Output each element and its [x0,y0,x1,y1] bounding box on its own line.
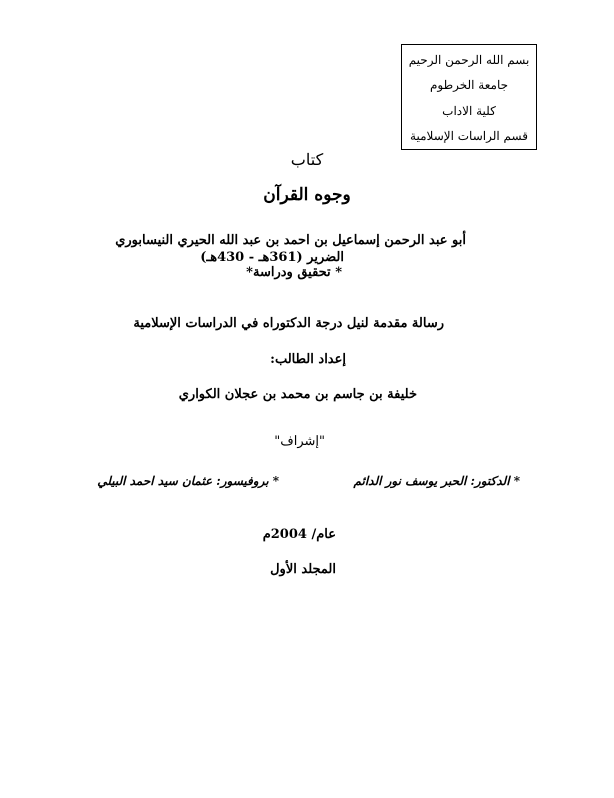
basmala: بسم الله الرحمن الرحيم [408,53,530,67]
supervisor-2: * بروفيسور: عثمان سيد احمد البيلي [97,474,279,488]
supervision-label: "إشراف" [274,434,325,449]
thesis-statement: رسالة مقدمة لنيل درجة الدكتوراه في الدراسات الإسلامية [133,316,444,331]
department-name: قسم الراسات الإسلامية [410,129,528,143]
author-line-2: الضرير (361هـ - 430هـ) [200,250,344,265]
header-box [401,44,537,150]
book-label: كتاب [290,150,324,169]
author-line-3: * تحقيق ودراسة* [246,265,342,280]
university-name: جامعة الخرطوم [429,78,509,92]
volume-label: المجلد الأول [270,562,336,577]
student-name: خليفة بن جاسم بن محمد بن عجلان الكواري [178,387,417,402]
book-title: وجوه القرآن [263,185,351,205]
author-line-1: أبو عبد الرحمن إسماعيل بن احمد بن عبد الله الحيري النيسابوري [115,233,466,248]
prepared-by-label: إعداد الطالب: [270,352,346,367]
year: عام/ 2004م [262,527,336,542]
faculty-name: كلية الاداب [442,104,496,118]
supervisor-1: * الدكتور: الحبر يوسف نور الدائم [353,474,520,488]
